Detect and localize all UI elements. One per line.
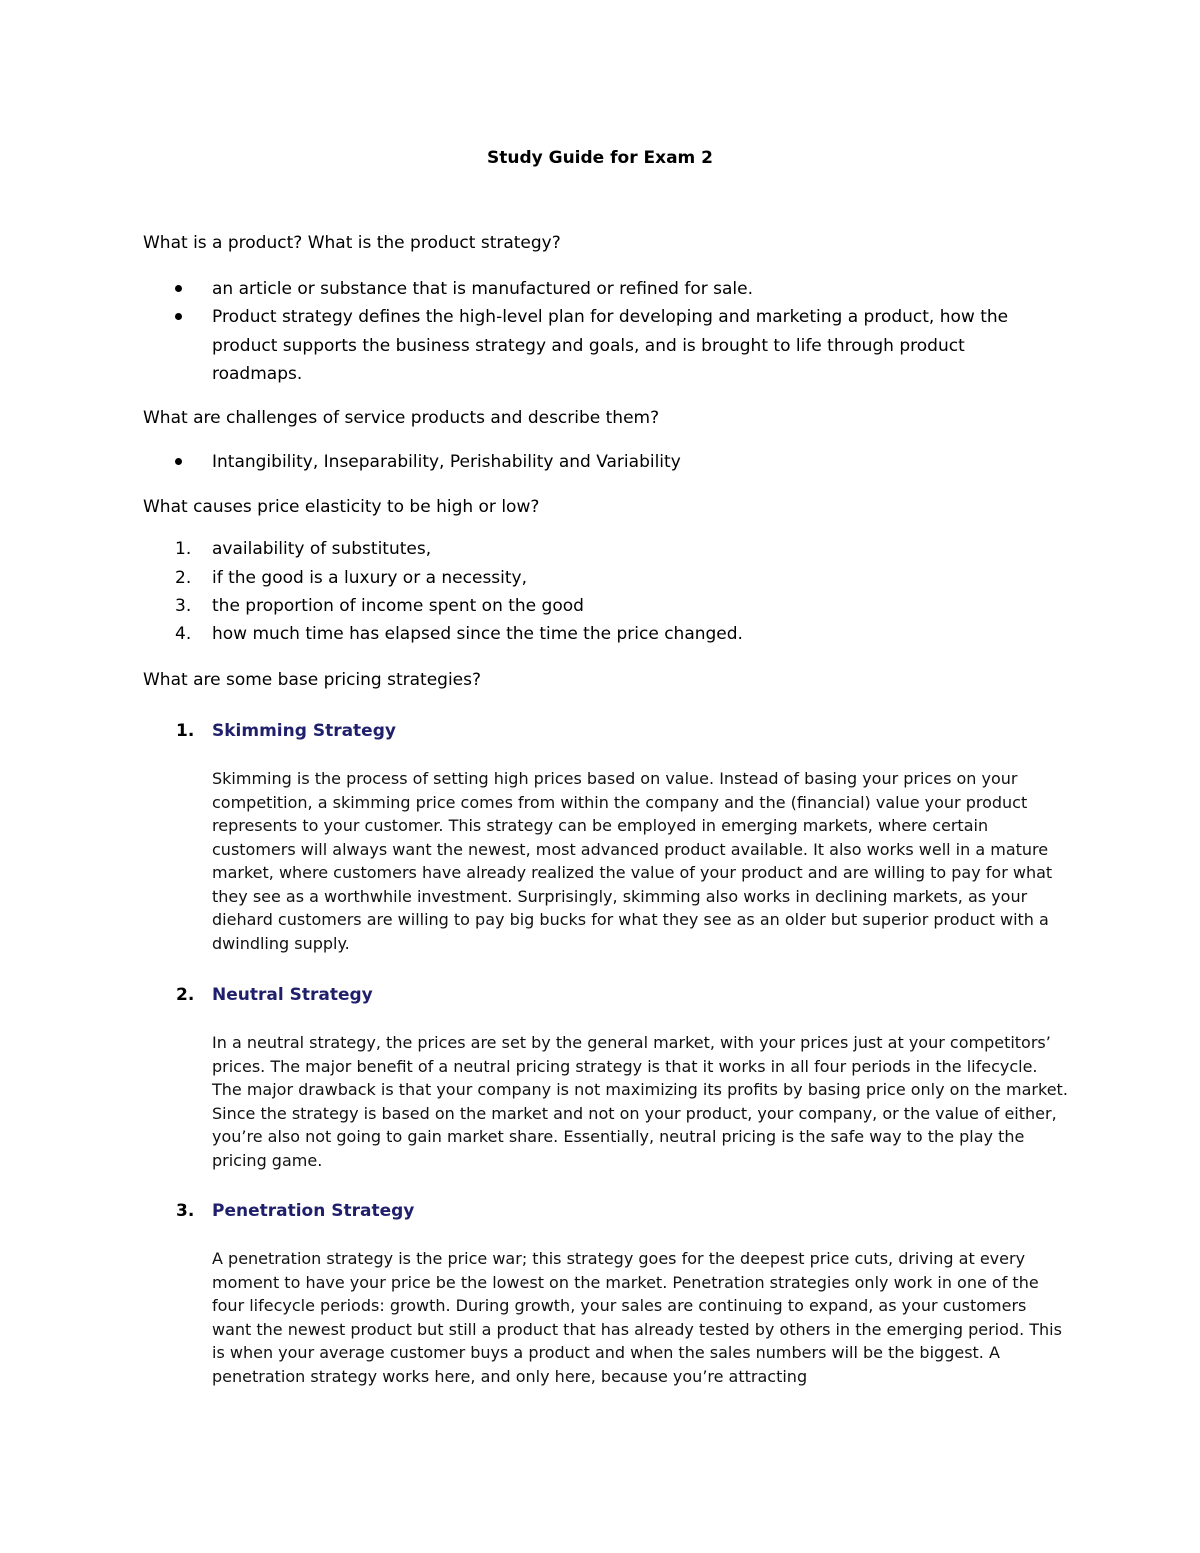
bullet-icon <box>175 285 182 292</box>
list-item-text: how much time has elapsed since the time the price changed. <box>212 624 743 644</box>
strategy-heading <box>143 1197 1073 1225</box>
strategy-heading <box>143 981 1073 1009</box>
strategy-description: A penetration strategy is the price war; this strategy goes for the deepest price cuts, driving at every moment to have your price be the lowest on the market. Penetration strategies only work in one of the four lifecycle periods: growth. During growth, your sales are continuing to expand, as your customers want the newest product but still a product that has already tested by others in the emerging period. This is when your average customer buys a product and when the sales numbers will be the biggest. A penetration strategy works here, and only here, because you’re attracting <box>212 1249 1062 1386</box>
list-number: 1. <box>175 539 192 559</box>
list-item-text: availability of substitutes, <box>212 539 432 559</box>
question-pricing-strategies: What are some base pricing strategies? <box>143 670 482 690</box>
document-title: Study Guide for Exam 2 <box>486 148 714 168</box>
list-item <box>143 303 1033 389</box>
bullet-icon <box>175 313 182 320</box>
bullet-icon <box>175 458 182 465</box>
list-item <box>143 448 1043 477</box>
list-number: 3. <box>175 596 192 616</box>
question-product: What is a product? What is the product strategy? <box>143 233 561 253</box>
list-item <box>143 535 1043 564</box>
list-item <box>143 564 1043 593</box>
strategy-number: 3. <box>176 1201 195 1221</box>
strategy-number: 1. <box>176 721 195 741</box>
strategy-name: Skimming Strategy <box>212 721 396 741</box>
strategy-name: Neutral Strategy <box>212 985 373 1005</box>
list-item-text: Intangibility, Inseparability, Perishability and Variability <box>212 452 681 472</box>
strategy-penetration <box>143 1197 1073 1388</box>
list-item <box>143 620 1043 649</box>
list-number: 4. <box>175 624 192 644</box>
strategy-number: 2. <box>176 985 195 1005</box>
list-item-text: if the good is a luxury or a necessity, <box>212 568 528 588</box>
strategy-heading <box>143 717 1073 745</box>
list-item <box>143 275 1043 304</box>
list-item-text: Product strategy defines the high-level plan for developing and marketing a product, how the product supports the business strategy and goals, and is brought to life through product roadmaps. <box>212 307 1009 384</box>
strategy-name: Penetration Strategy <box>212 1201 415 1221</box>
list-item-text: an article or substance that is manufactured or refined for sale. <box>212 279 754 299</box>
list-item-text: the proportion of income spent on the good <box>212 596 584 616</box>
strategy-description: In a neutral strategy, the prices are set by the general market, with your prices just at your competitors’ prices. The major benefit of a neutral pricing strategy is that it works in all four periods in the lifecycle. The major drawback is that your company is not maximizing its profits by basing price only on the market. Since the strategy is based on the market and not on your product, your company, or the value of either, you’re also not going to gain market share. Essentially, neutral pricing is the safe way to the play the pricing game. <box>212 1033 1068 1170</box>
list-number: 2. <box>175 568 192 588</box>
list-item <box>143 592 1043 621</box>
strategy-neutral <box>143 981 1073 1172</box>
strategy-description: Skimming is the process of setting high prices based on value. Instead of basing your prices on your competition, a skimming price comes from within the company and the (financial) value your product represents to your customer. This strategy can be employed in emerging markets, where certain customers will always want the newest, most advanced product available. It also works well in a mature market, where customers have already realized the value of your product and are willing to pay for what they see as a worthwhile investment. Surprisingly, skimming also works in declining markets, as your diehard customers are willing to pay big bucks for what they see as an older but superior product with a dwindling supply. <box>212 769 1053 953</box>
question-service-products: What are challenges of service products and describe them? <box>143 408 660 428</box>
strategy-skimming <box>143 717 1073 955</box>
question-price-elasticity: What causes price elasticity to be high or low? <box>143 497 540 517</box>
